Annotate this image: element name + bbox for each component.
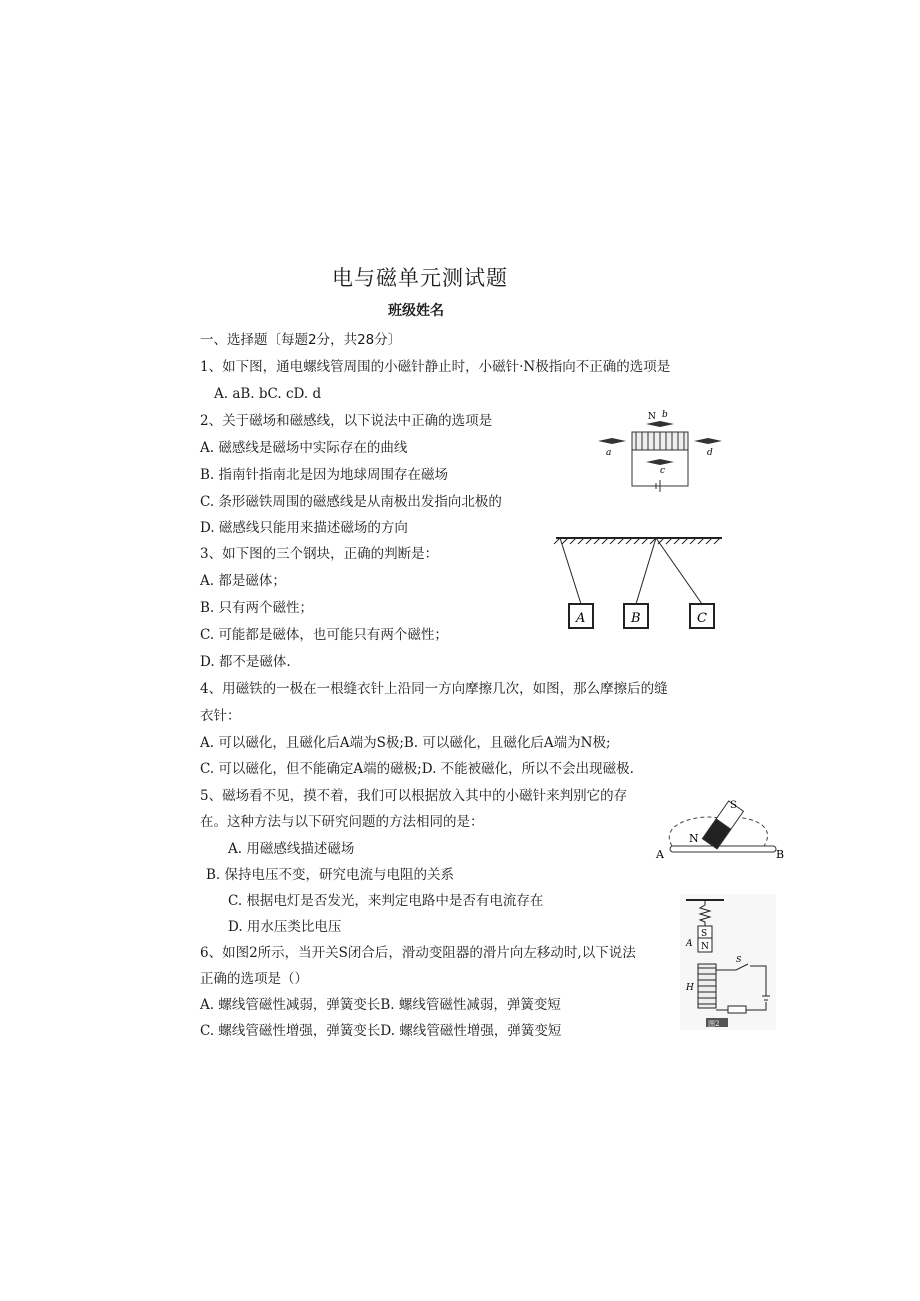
figure-2-label: 图2 [708, 1020, 720, 1028]
question-line: 在。这种方法与以下研究问题的方法相同的是： [200, 814, 484, 830]
page-title: 电与磁单元测试题 [332, 266, 508, 290]
question-line: 2、关于磁场和磁感线，以下说法中正确的选项是 [200, 413, 493, 429]
question-line: C. 根据电灯是否发光，来判定电路中是否有电流存在 [228, 893, 544, 909]
question-line: 3、如下图的三个钢块，正确的判断是： [200, 546, 439, 562]
question-line: A. 可以磁化，且磁化后A端为S极;B. 可以磁化，且磁化后A端为N极; [200, 735, 611, 751]
question-line: A. aB. bC. cD. d [214, 386, 322, 402]
solenoid-label-a: a [606, 448, 612, 458]
needle-label-a: A [656, 848, 664, 861]
question-line: 4、用磁铁的一极在一根缝衣针上沿同一方向摩擦几次，如图，那么摩擦后的缝 [200, 681, 668, 697]
needle-label-n: N [689, 832, 699, 845]
spring-label-n: N [701, 942, 709, 952]
block-label-b: B [631, 611, 641, 626]
question-line: 5、磁场看不见，摸不着，我们可以根据放入其中的小磁针来判别它的存 [200, 788, 628, 804]
spring-circuit-figure [680, 894, 776, 1030]
question-line: A. 都是磁体； [200, 573, 286, 589]
question-line: 衣针： [200, 708, 241, 724]
solenoid-label-h: H [686, 983, 694, 993]
question-line: B. 只有两个磁性； [200, 600, 314, 616]
question-line: A. 磁感线是磁场中实际存在的曲线 [200, 440, 408, 456]
solenoid-label-north: N [648, 412, 656, 422]
switch-label-s: S [736, 955, 742, 964]
question-line: D. 都不是磁体. [200, 654, 291, 670]
question-line: C. 可能都是磁体，也可能只有两个磁性； [200, 627, 448, 643]
solenoid-label-d: d [707, 448, 713, 458]
needle-magnet-figure [652, 796, 786, 866]
question-line: A. 螺线管磁性减弱，弹簧变长B. 螺线管磁性减弱，弹簧变短 [200, 997, 561, 1013]
needle-label-b: B [776, 848, 785, 861]
question-line: D. 磁感线只能用来描述磁场的方向 [200, 520, 408, 536]
question-line: A. 用磁感线描述磁场 [228, 841, 355, 857]
solenoid-label-c: c [660, 466, 666, 476]
question-line: C. 螺线管磁性增强，弹簧变长D. 螺线管磁性增强，弹簧变短 [200, 1023, 562, 1039]
question-line: 1、如下图，通电螺线管周围的小磁针静止时，小磁针·N极指向不正确的选项是 [200, 359, 671, 375]
question-line: B. 保持电压不变，研究电流与电阻的关系 [206, 867, 455, 883]
question-line: 6、如图2所示，当开关S闭合后，滑动变阻器的滑片向左移动时,以下说法 [200, 945, 636, 961]
block-label-a: A [576, 611, 586, 626]
class-name-line: 班级姓名 [388, 303, 444, 319]
question-line: 正确的选项是（） [200, 971, 308, 987]
question-line: C. 可以磁化，但不能确定A端的磁极;D. 不能被磁化，所以不会出现磁极. [200, 761, 634, 777]
question-line: D. 用水压类比电压 [228, 919, 342, 935]
needle-label-s: S [730, 800, 737, 811]
steel-blocks-figure [552, 530, 728, 634]
spring-label-a: A [686, 939, 693, 949]
section-heading: 一、选择题〔每题2分，共28分〕 [200, 332, 402, 348]
solenoid-label-b: b [662, 410, 668, 420]
question-line: B. 指南针指南北是因为地球周围存在磁场 [200, 467, 449, 483]
spring-label-s: S [701, 929, 708, 939]
block-label-c: C [697, 611, 707, 626]
question-line: C. 条形磁铁周围的磁感线是从南极出发指向北极的 [200, 494, 502, 510]
solenoid-figure [594, 408, 726, 494]
